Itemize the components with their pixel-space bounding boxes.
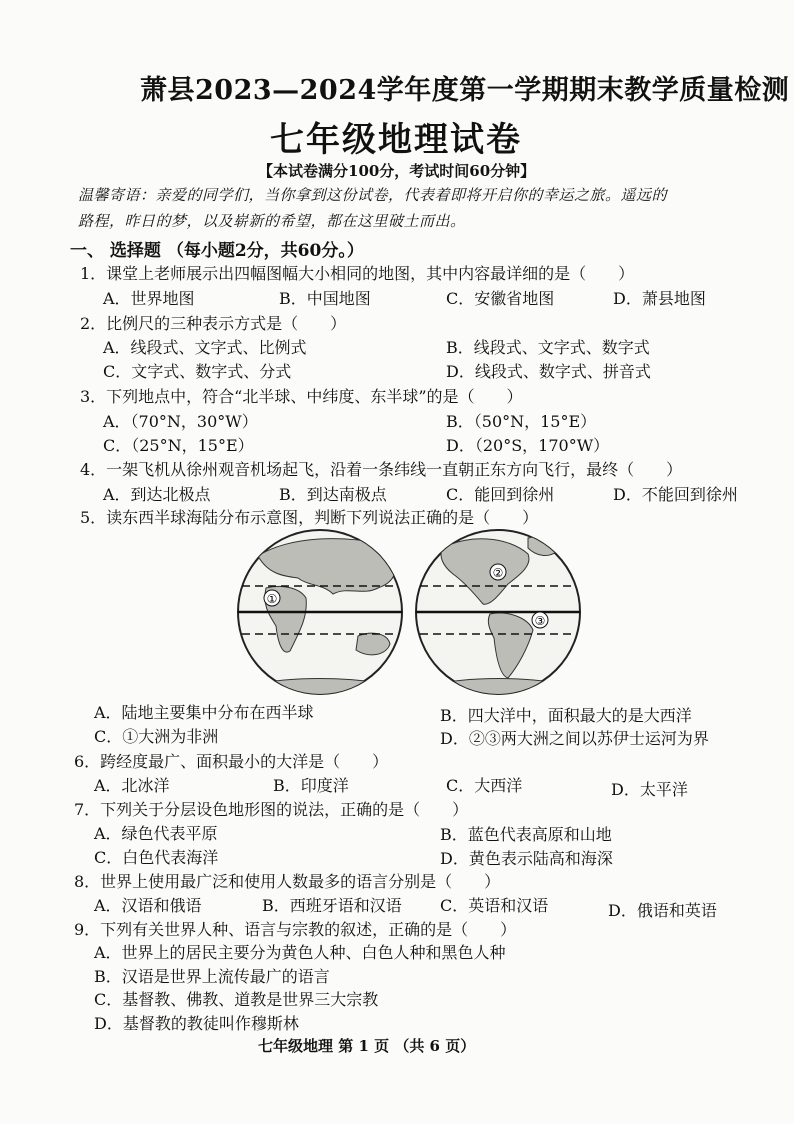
continent-marker-1: ① xyxy=(266,592,278,606)
option-c: C．（25°N，15°E） xyxy=(103,436,254,455)
option-d: D．太平洋 xyxy=(611,780,688,799)
continent-marker-3: ③ xyxy=(534,614,546,628)
question-stem: 3．下列地点中，符合“北半球、中纬度、东半球”的是（ ） xyxy=(80,387,523,406)
option-d: D．基督教的教徒叫作穆斯林 xyxy=(94,1014,299,1033)
option-a: A．线段式、文字式、比例式 xyxy=(103,338,307,357)
paper-subtitle: 七年级地理试卷 xyxy=(270,120,522,160)
continent-marker-2: ② xyxy=(492,566,504,580)
page-footer: 七年级地理 第 1 页 （共 6 页） xyxy=(258,1037,476,1055)
option-b: B．汉语是世界上流传最广的语言 xyxy=(94,967,330,986)
option-b: B．印度洋 xyxy=(273,776,349,795)
option-a: A．北冰洋 xyxy=(94,776,170,795)
option-d: D．②③两大洲之间以苏伊士运河为界 xyxy=(440,729,709,748)
option-a: A．汉语和俄语 xyxy=(94,896,202,915)
eastern-hemisphere xyxy=(238,530,402,698)
option-d: D．不能回到徐州 xyxy=(613,485,738,504)
question-stem: 8．世界上使用最广泛和使用人数最多的语言分别是（ ） xyxy=(74,872,501,891)
question-stem: 5．读东西半球海陆分布示意图，判断下列说法正确的是（ ） xyxy=(80,508,539,527)
question-stem: 1．课堂上老师展示出四幅图幅大小相同的地图，其中内容最详细的是（ ） xyxy=(80,264,635,283)
option-d: D．萧县地图 xyxy=(613,289,706,308)
option-c: C．文字式、数字式、分式 xyxy=(103,362,292,381)
option-a: A．（70°N，30°W） xyxy=(103,412,258,431)
option-a: A．到达北极点 xyxy=(103,485,211,504)
question-stem: 7．下列关于分层设色地形图的说法，正确的是（ ） xyxy=(74,800,469,819)
option-d: D．线段式、数字式、拼音式 xyxy=(446,362,651,381)
western-hemisphere xyxy=(416,530,580,698)
option-a: A．世界上的居民主要分为黄色人种、白色人种和黑色人种 xyxy=(94,943,506,962)
intro-line-1: 温馨寄语：亲爱的同学们，当你拿到这份试卷，代表着即将开启你的幸运之旅。遥远的 xyxy=(78,186,668,204)
option-b: B．四大洋中，面积最大的是大西洋 xyxy=(440,706,692,725)
option-a: A．陆地主要集中分布在西半球 xyxy=(94,703,314,722)
option-b: B．蓝色代表高原和山地 xyxy=(440,825,612,844)
exam-info: 【本试卷满分100分，考试时间60分钟】 xyxy=(258,162,536,180)
section-title: 一、 选择题 （每小题2分，共60分。） xyxy=(70,241,364,261)
option-d: D．黄色表示陆高和海深 xyxy=(440,849,613,868)
option-c: C．白色代表海洋 xyxy=(94,848,219,867)
option-d: D．俄语和英语 xyxy=(608,901,717,920)
exam-title: 萧县2023—2024学年度第一学期期末教学质量检测 xyxy=(140,75,790,106)
question-stem: 9．下列有关世界人种、语言与宗教的叙述，正确的是（ ） xyxy=(74,920,517,939)
option-c: C．基督教、佛教、道教是世界三大宗教 xyxy=(94,990,379,1009)
option-b: B．到达南极点 xyxy=(279,485,387,504)
option-c: C．安徽省地图 xyxy=(446,289,555,308)
option-c: C．大西洋 xyxy=(446,776,523,795)
option-a: A．绿色代表平原 xyxy=(94,824,218,843)
question-stem: 6．跨经度最广、面积最小的大洋是（ ） xyxy=(74,752,389,771)
option-a: A．世界地图 xyxy=(103,289,195,308)
option-c: C．能回到徐州 xyxy=(446,485,555,504)
option-c: C．①大洲为非洲 xyxy=(94,727,219,746)
option-c: C．英语和汉语 xyxy=(440,896,549,915)
option-b: B．中国地图 xyxy=(279,289,371,308)
option-b: B．（50°N，15°E） xyxy=(446,412,597,431)
question-stem: 2．比例尺的三种表示方式是（ ） xyxy=(80,314,347,333)
question-stem: 4．一架飞机从徐州观音机场起飞，沿着一条纬线一直朝正东方向飞行，最终（ ） xyxy=(80,460,683,479)
intro-line-2: 路程，昨日的梦，以及崭新的希望，都在这里破土而出。 xyxy=(78,212,466,230)
option-b: B．线段式、文字式、数字式 xyxy=(446,338,650,357)
option-d: D．（20°S，170°W） xyxy=(446,436,610,455)
option-b: B．西班牙语和汉语 xyxy=(262,896,402,915)
hemispheres-figure xyxy=(228,526,588,698)
